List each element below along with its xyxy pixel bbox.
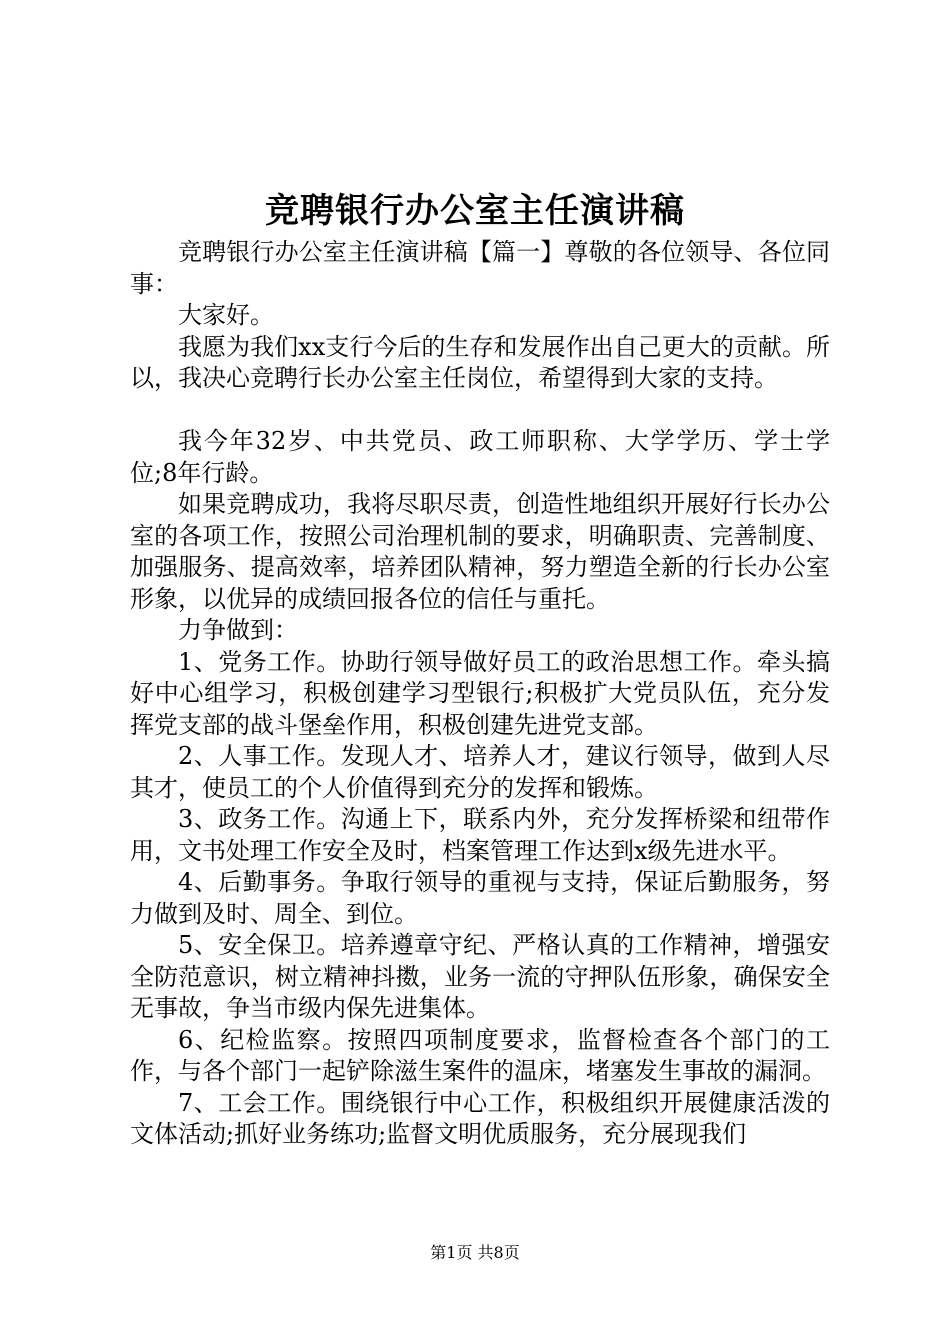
page-number-footer: 第1页 共8页	[430, 1243, 520, 1262]
paragraph-10: 4、后勤事务。争取行领导的重视与支持，保证后勤服务，努力做到及时、周全、到位。	[130, 868, 830, 928]
paragraph-6: 力争做到：	[178, 616, 298, 644]
paragraph-1: 竞聘银行办公室主任演讲稿【篇一】尊敬的各位领导、各位同事：	[130, 238, 830, 298]
paragraph-5: 如果竞聘成功，我将尽职尽责，创造性地组织开展好行长办公室的各项工作，按照公司治理机制的要求，明确职责、完善制度、加强服务、提高效率，培养团队精神，努力塑造全新的行长办公室形象，以优异的成绩回报各位的信任与重托。	[130, 490, 830, 613]
paragraph-2: 大家好。	[178, 301, 274, 329]
paragraph-13: 7、工会工作。围绕银行中心工作，积极组织开展健康活泼的文体活动;抓好业务练功;监督文明优质服务，充分展现我们	[130, 1088, 830, 1148]
paragraph-7: 1、党务工作。协助行领导做好员工的政治思想工作。牵头搞好中心组学习，积极创建学习型银行;积极扩大党员队伍，充分发挥党支部的战斗堡垒作用，积极创建先进党支部。	[130, 647, 830, 739]
paragraph-8: 2、人事工作。发现人才、培养人才，建议行领导，做到人尽其才，使员工的个人价值得到充分的发挥和锻炼。	[130, 742, 830, 802]
paragraph-12: 6、纪检监察。按照四项制度要求，监督检查各个部门的工作，与各个部门一起铲除滋生案件的温床，堵塞发生事故的漏洞。	[130, 1025, 830, 1085]
document-title: 竞聘银行办公室主任演讲稿	[265, 191, 685, 231]
paragraph-gap	[130, 395, 830, 427]
document-body	[130, 237, 830, 1151]
paragraph-3: 我愿为我们xx支行今后的生存和发展作出自己更大的贡献。所以，我决心竞聘行长办公室主任岗位，希望得到大家的支持。	[130, 332, 830, 392]
paragraph-11: 5、安全保卫。培养遵章守纪、严格认真的工作精神，增强安全防范意识，树立精神抖擞，业务一流的守押队伍形象，确保安全无事故，争当市级内保先进集体。	[130, 931, 830, 1022]
paragraph-4: 我今年32岁、中共党员、政工师职称、大学学历、学士学位;8年行龄。	[130, 427, 830, 487]
paragraph-9: 3、政务工作。沟通上下，联系内外，充分发挥桥梁和纽带作用，文书处理工作安全及时，档案管理工作达到x级先进水平。	[130, 805, 830, 865]
